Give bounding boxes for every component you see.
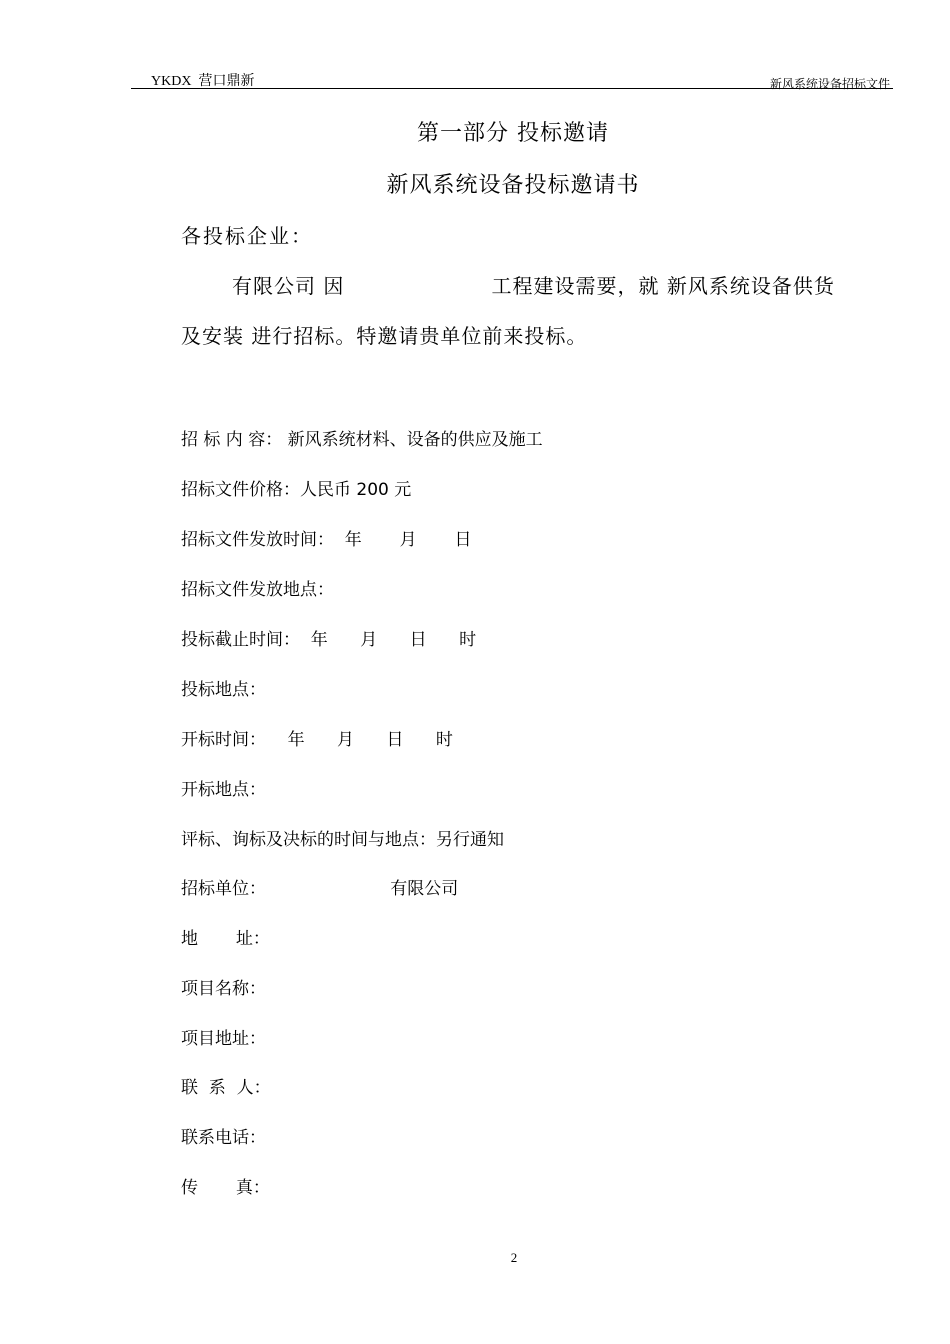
field-issue-location: 招标文件发放地点：: [181, 580, 334, 600]
field-fax: 传 真：: [181, 1178, 270, 1198]
field-contact-phone: 联系电话：: [181, 1128, 266, 1148]
page-number: 2: [510, 1250, 518, 1265]
header-document-title: 新风系统设备招标文件: [769, 77, 890, 91]
field-project-address: 项目地址：: [181, 1029, 266, 1049]
field-issue-time: 招标文件发放时间： 年 月 日: [181, 530, 472, 550]
field-contact-person: 联 系 人：: [181, 1078, 271, 1098]
salutation: 各投标企业：: [181, 224, 313, 248]
header-divider: [131, 88, 893, 89]
field-tender-content: 招 标 内 容： 新风系统材料、设备的供应及施工: [181, 430, 543, 450]
part-title: 第一部分 投标邀请: [417, 121, 609, 146]
field-tendering-unit: 招标单位： 有限公司: [181, 879, 459, 899]
field-opening-location: 开标地点：: [181, 780, 266, 800]
field-bid-location: 投标地点：: [181, 680, 266, 700]
field-project-name: 项目名称：: [181, 979, 266, 999]
field-bid-deadline: 投标截止时间： 年 月 日 时: [181, 630, 477, 650]
field-address: 地 址：: [181, 929, 270, 949]
header-company: YKDX 营口鼎新: [151, 74, 255, 89]
field-evaluation-notice: 评标、询标及决标的时间与地点：另行通知: [181, 830, 504, 850]
field-opening-time: 开标时间： 年 月 日 时: [181, 730, 453, 750]
invitation-text-line-1: 有限公司 因 工程建设需要，就 新风系统设备供货: [232, 274, 835, 298]
document-title: 新风系统设备投标邀请书: [386, 173, 640, 198]
field-document-price: 招标文件价格：人民币 200 元: [181, 480, 412, 500]
invitation-text-line-2: 及安装 进行招标。特邀请贵单位前来投标。: [181, 324, 588, 348]
